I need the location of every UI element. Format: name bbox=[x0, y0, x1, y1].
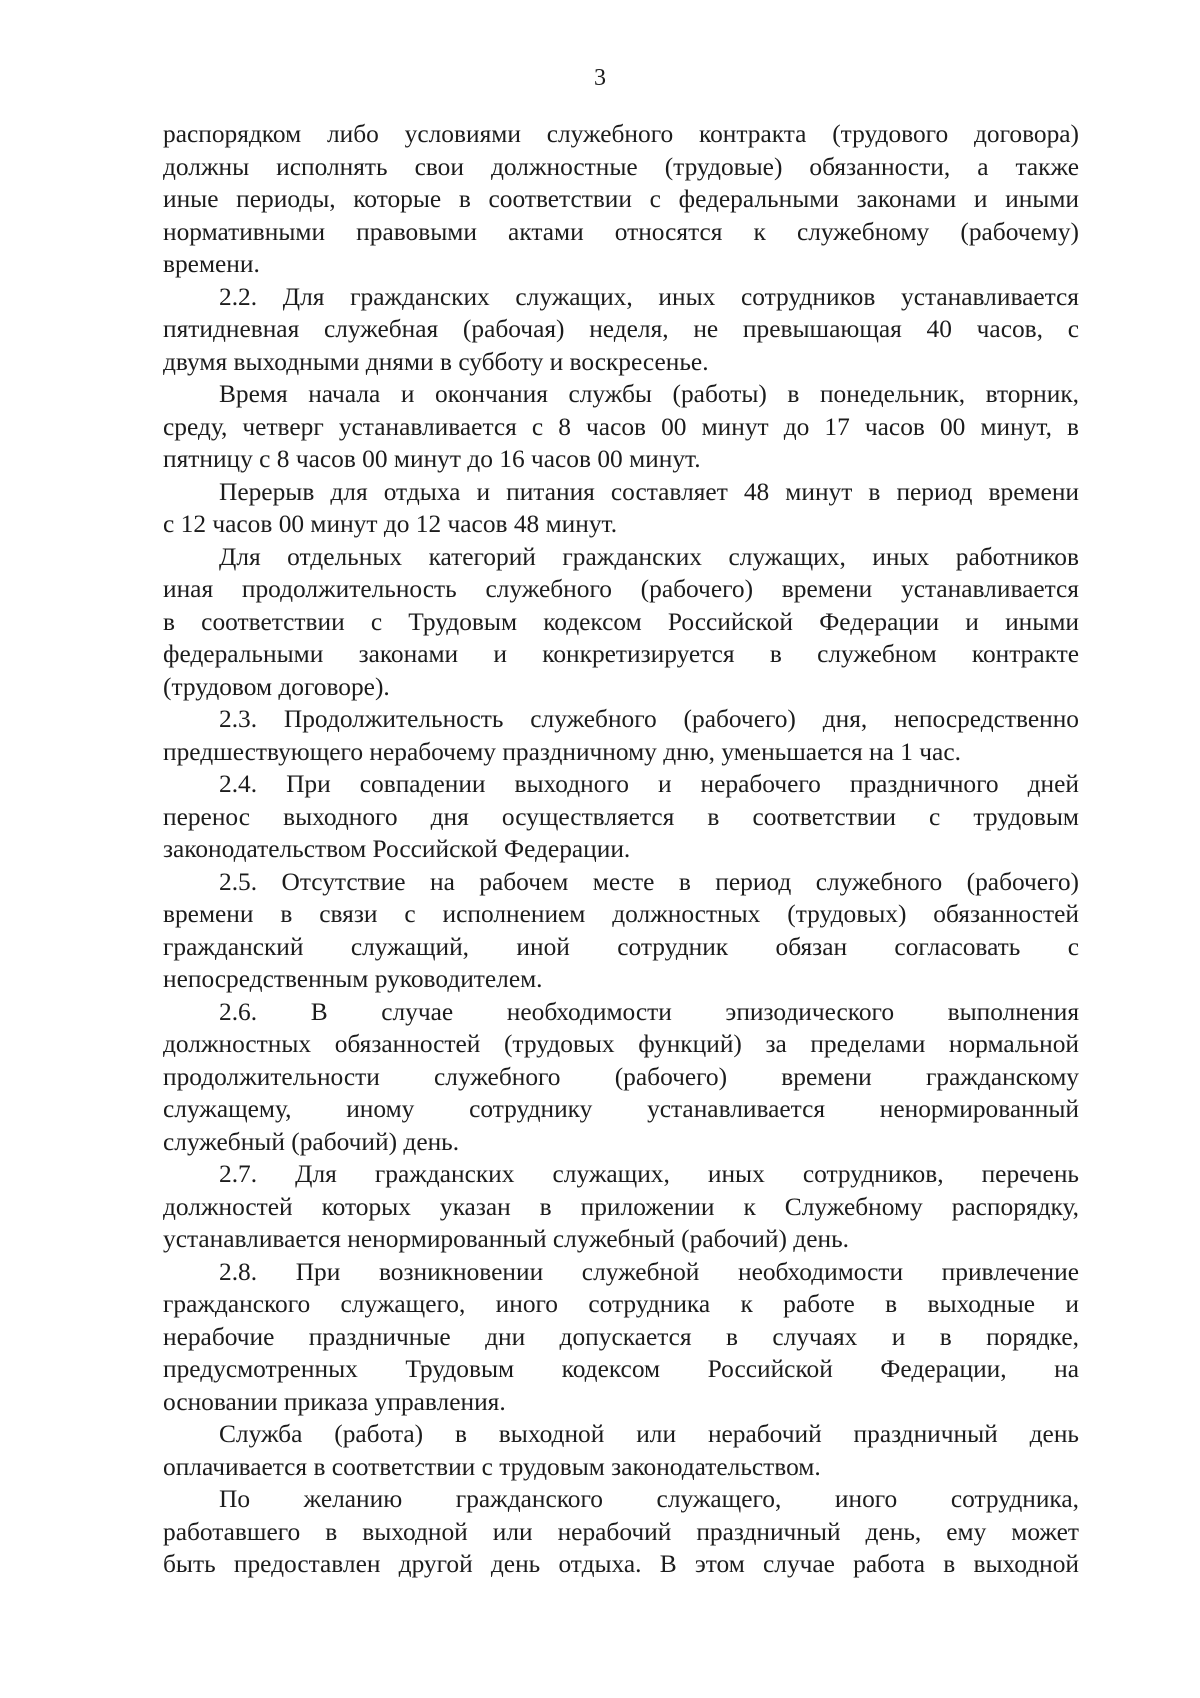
text-line: перенос выходного дня осуществляется в соответствии с трудовым bbox=[163, 802, 1079, 831]
paragraph bbox=[163, 541, 1079, 704]
text-line: 2.3. Продолжительность служебного (рабочего) дня, непосредственно bbox=[219, 705, 1079, 733]
page-number: 3 bbox=[594, 65, 606, 91]
text-line: (трудовом договоре). bbox=[163, 672, 390, 701]
text-line: служащему, иному сотруднику устанавливается ненормированный bbox=[163, 1095, 1079, 1123]
text-line: Время начала и окончания службы (работы) в понедельник, вторник, bbox=[219, 380, 1079, 408]
text-line: нерабочие праздничные дни допускается в случаях и в порядке, bbox=[163, 1322, 1079, 1351]
text-line: пятидневная служебная (рабочая) неделя, не превышающая 40 часов, с bbox=[163, 315, 1079, 343]
paragraph bbox=[163, 1256, 1079, 1419]
text-line: непосредственным руководителем. bbox=[163, 965, 543, 993]
text-line: быть предоставлен другой день отдыха. В этом случае работа в выходной bbox=[163, 1550, 1079, 1578]
text-line: По желанию гражданского служащего, иного сотрудника, bbox=[219, 1485, 1079, 1513]
text-line: основании приказа управления. bbox=[163, 1387, 506, 1416]
text-line: работавшего в выходной или нерабочий праздничный день, ему может bbox=[163, 1517, 1079, 1546]
text-line: 2.4. При совпадении выходного и нерабочего праздничного дней bbox=[219, 770, 1079, 798]
text-line: с 12 часов 00 минут до 12 часов 48 минут. bbox=[163, 510, 618, 538]
text-line: двумя выходными днями в субботу и воскресенье. bbox=[163, 347, 709, 376]
text-line: оплачивается в соответствии с трудовым законодательством. bbox=[163, 1452, 821, 1481]
text-line: гражданский служащий, иной сотрудник обязан согласовать с bbox=[163, 932, 1079, 961]
text-line: иные периоды, которые в соответствии с федеральными законами и иными bbox=[163, 185, 1079, 213]
text-line: Для отдельных категорий гражданских служащих, иных работников bbox=[219, 542, 1079, 571]
text-line: распорядком либо условиями служебного контракта (трудового договора) bbox=[163, 120, 1079, 148]
paragraph bbox=[163, 866, 1079, 996]
paragraph bbox=[163, 378, 1079, 476]
text-line: федеральными законами и конкретизируется в служебном контракте bbox=[163, 640, 1079, 668]
text-line: должностных обязанностей (трудовых функций) за пределами нормальной bbox=[163, 1030, 1079, 1058]
text-line: среду, четверг устанавливается с 8 часов 00 минут до 17 часов 00 минут, в bbox=[163, 412, 1079, 441]
text-line: нормативными правовыми актами относятся к служебному (рабочему) bbox=[163, 217, 1079, 246]
text-line: в соответствии с Трудовым кодексом Российской Федерации и иными bbox=[163, 607, 1079, 636]
text-line: законодательством Российской Федерации. bbox=[163, 835, 631, 863]
text-line: 2.8. При возникновении служебной необходимости привлечение bbox=[219, 1257, 1079, 1286]
text-line: времени в связи с исполнением должностных (трудовых) обязанностей bbox=[163, 900, 1079, 928]
text-line: 2.5. Отсутствие на рабочем месте в период служебного (рабочего) bbox=[219, 867, 1079, 896]
text-line: гражданского служащего, иного сотрудника к работе в выходные и bbox=[163, 1290, 1079, 1318]
paragraph bbox=[163, 281, 1079, 379]
paragraph bbox=[163, 768, 1079, 866]
text-line: предшествующего нерабочему праздничному дню, уменьшается на 1 час. bbox=[163, 737, 961, 766]
paragraph bbox=[163, 1483, 1079, 1581]
text-line: должностей которых указан в приложении к Служебному распорядку, bbox=[163, 1192, 1079, 1221]
paragraph bbox=[163, 118, 1079, 281]
text-line: времени. bbox=[163, 250, 260, 278]
text-line: должны исполнять свои должностные (трудовые) обязанности, а также bbox=[163, 152, 1079, 181]
text-line: 2.2. Для гражданских служащих, иных сотрудников устанавливается bbox=[219, 282, 1079, 311]
text-line: служебный (рабочий) день. bbox=[163, 1127, 460, 1156]
text-line: Перерыв для отдыха и питания составляет 48 минут в период времени bbox=[219, 477, 1079, 506]
text-line: продолжительности служебного (рабочего) времени гражданскому bbox=[163, 1062, 1079, 1091]
paragraph bbox=[163, 1418, 1079, 1483]
document-body bbox=[163, 118, 1079, 1581]
text-line: Служба (работа) в выходной или нерабочий праздничный день bbox=[219, 1420, 1079, 1448]
text-line: 2.7. Для гражданских служащих, иных сотрудников, перечень bbox=[219, 1160, 1079, 1188]
text-line: иная продолжительность служебного (рабочего) времени устанавливается bbox=[163, 575, 1079, 603]
paragraph bbox=[163, 1158, 1079, 1256]
paragraph bbox=[163, 476, 1079, 541]
paragraph bbox=[163, 996, 1079, 1159]
text-line: пятницу с 8 часов 00 минут до 16 часов 00 минут. bbox=[163, 445, 701, 473]
paragraph bbox=[163, 703, 1079, 768]
text-line: предусмотренных Трудовым кодексом Российской Федерации, на bbox=[163, 1355, 1079, 1383]
text-line: устанавливается ненормированный служебный (рабочий) день. bbox=[163, 1225, 850, 1253]
text-line: 2.6. В случае необходимости эпизодического выполнения bbox=[219, 997, 1079, 1026]
